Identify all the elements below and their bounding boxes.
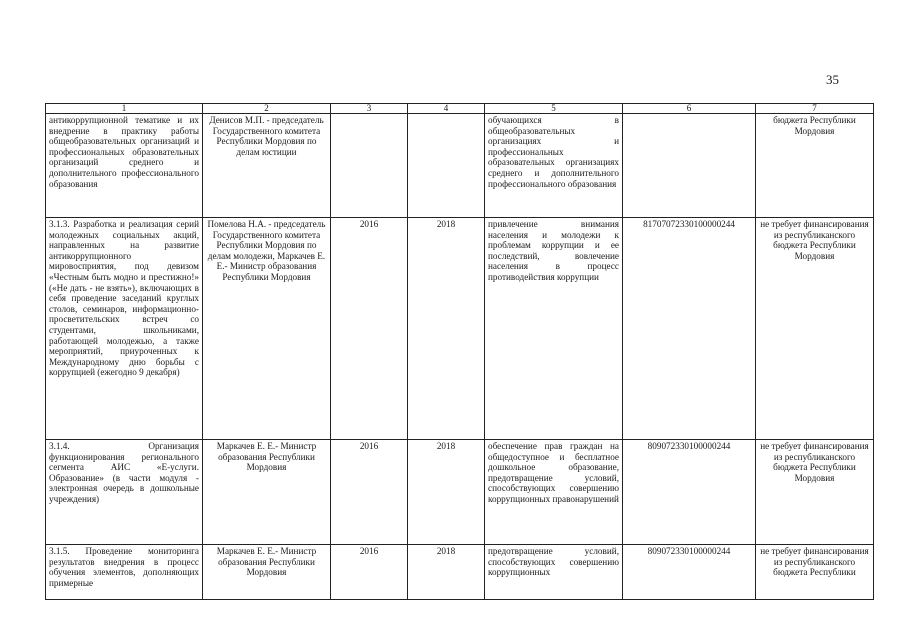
year-end-cell: 2018 [408,545,485,600]
header-cell: 5 [485,104,623,114]
measure-cell: 3.1.3. Разработка и реализация серий молодежных социальных акций, направленных на развитие антикоррупционного мировосприятия, под девизом «Честным быть модно и престижно!» («Не дать - не взять»), включающих в себя проведение заседаний круглых столов, семинаров, информационно-просветительских встреч со студентами, школьниками, работающей молодежью, а также мероприятий, приуроченных к Международному дню борьбы с коррупцией (ежегодно 9 декабря) [46,218,203,440]
responsible-cell: Помелова Н.А. - председатель Государственного комитета Республики Мордовия по делам молодежи, Маркачев Е. Е.- Министр образования Республики Мордовия [203,218,331,440]
page-number: 35 [826,72,839,87]
funding-cell: не требует финансирования из республиканского бюджета Республики Мордовия [756,440,874,545]
table-row [46,440,874,545]
year-end-cell: 2018 [408,440,485,545]
measures-table [45,103,874,600]
year-start-cell [331,114,408,218]
code-cell: 809072330100000244 [623,545,756,600]
year-end-cell: 2018 [408,218,485,440]
funding-cell: бюджета Республики Мордовия [756,114,874,218]
measure-cell: 3.1.5. Проведение мониторинга результатов внедрения в процесс обучения элементов, дополняющих примерные [46,545,203,600]
responsible-cell: Маркачев Е. Е.- Министр образования Республики Мордовия [203,440,331,545]
result-cell: предотвращение условий, способствующих совершению коррупционных [485,545,623,600]
year-end-cell [408,114,485,218]
result-cell: обучающихся в общеобразовательных организациях и профессиональных образовательных организациях среднего и дополнительного профессионального образования [485,114,623,218]
year-start-cell: 2016 [331,440,408,545]
table-row [46,218,874,440]
funding-cell: не требует финансирования из республиканского бюджета Республики [756,545,874,600]
code-cell: 81707072330100000244 [623,218,756,440]
table-row [46,114,874,218]
header-cell: 7 [756,104,874,114]
header-cell: 6 [623,104,756,114]
result-cell: обеспечение прав граждан на общедоступное и бесплатное дошкольное образование, предотвращение условий, способствующих совершению коррупционных правонарушений [485,440,623,545]
header-cell: 1 [46,104,203,114]
header-cell: 2 [203,104,331,114]
header-cell: 4 [408,104,485,114]
year-start-cell: 2016 [331,545,408,600]
header-cell: 3 [331,104,408,114]
result-cell: привлечение внимания населения и молодежи к проблемам коррупции и ее последствий, вовлечение населения в процесс противодействия коррупции [485,218,623,440]
table-row [46,545,874,600]
responsible-cell: Маркачев Е. Е.- Министр образования Республики Мордовия [203,545,331,600]
year-start-cell: 2016 [331,218,408,440]
measure-cell: 3.1.4. Организация функционирования регионального сегмента АИС «Е-услуги. Образование» (в части модуля - электронная очередь в дошкольные учреждения) [46,440,203,545]
funding-cell: не требует финансирования из республиканского бюджета Республики Мордовия [756,218,874,440]
code-cell: 809072330100000244 [623,440,756,545]
table-header-row [46,104,874,114]
responsible-cell: Денисов М.П. - председатель Государственного комитета Республики Мордовия по делам юстиции [203,114,331,218]
code-cell [623,114,756,218]
measure-cell: антикоррупционной тематике и их внедрение в практику работы общеобразовательных организаций и профессиональных образовательных организаций среднего и дополнительного профессионального образования [46,114,203,218]
